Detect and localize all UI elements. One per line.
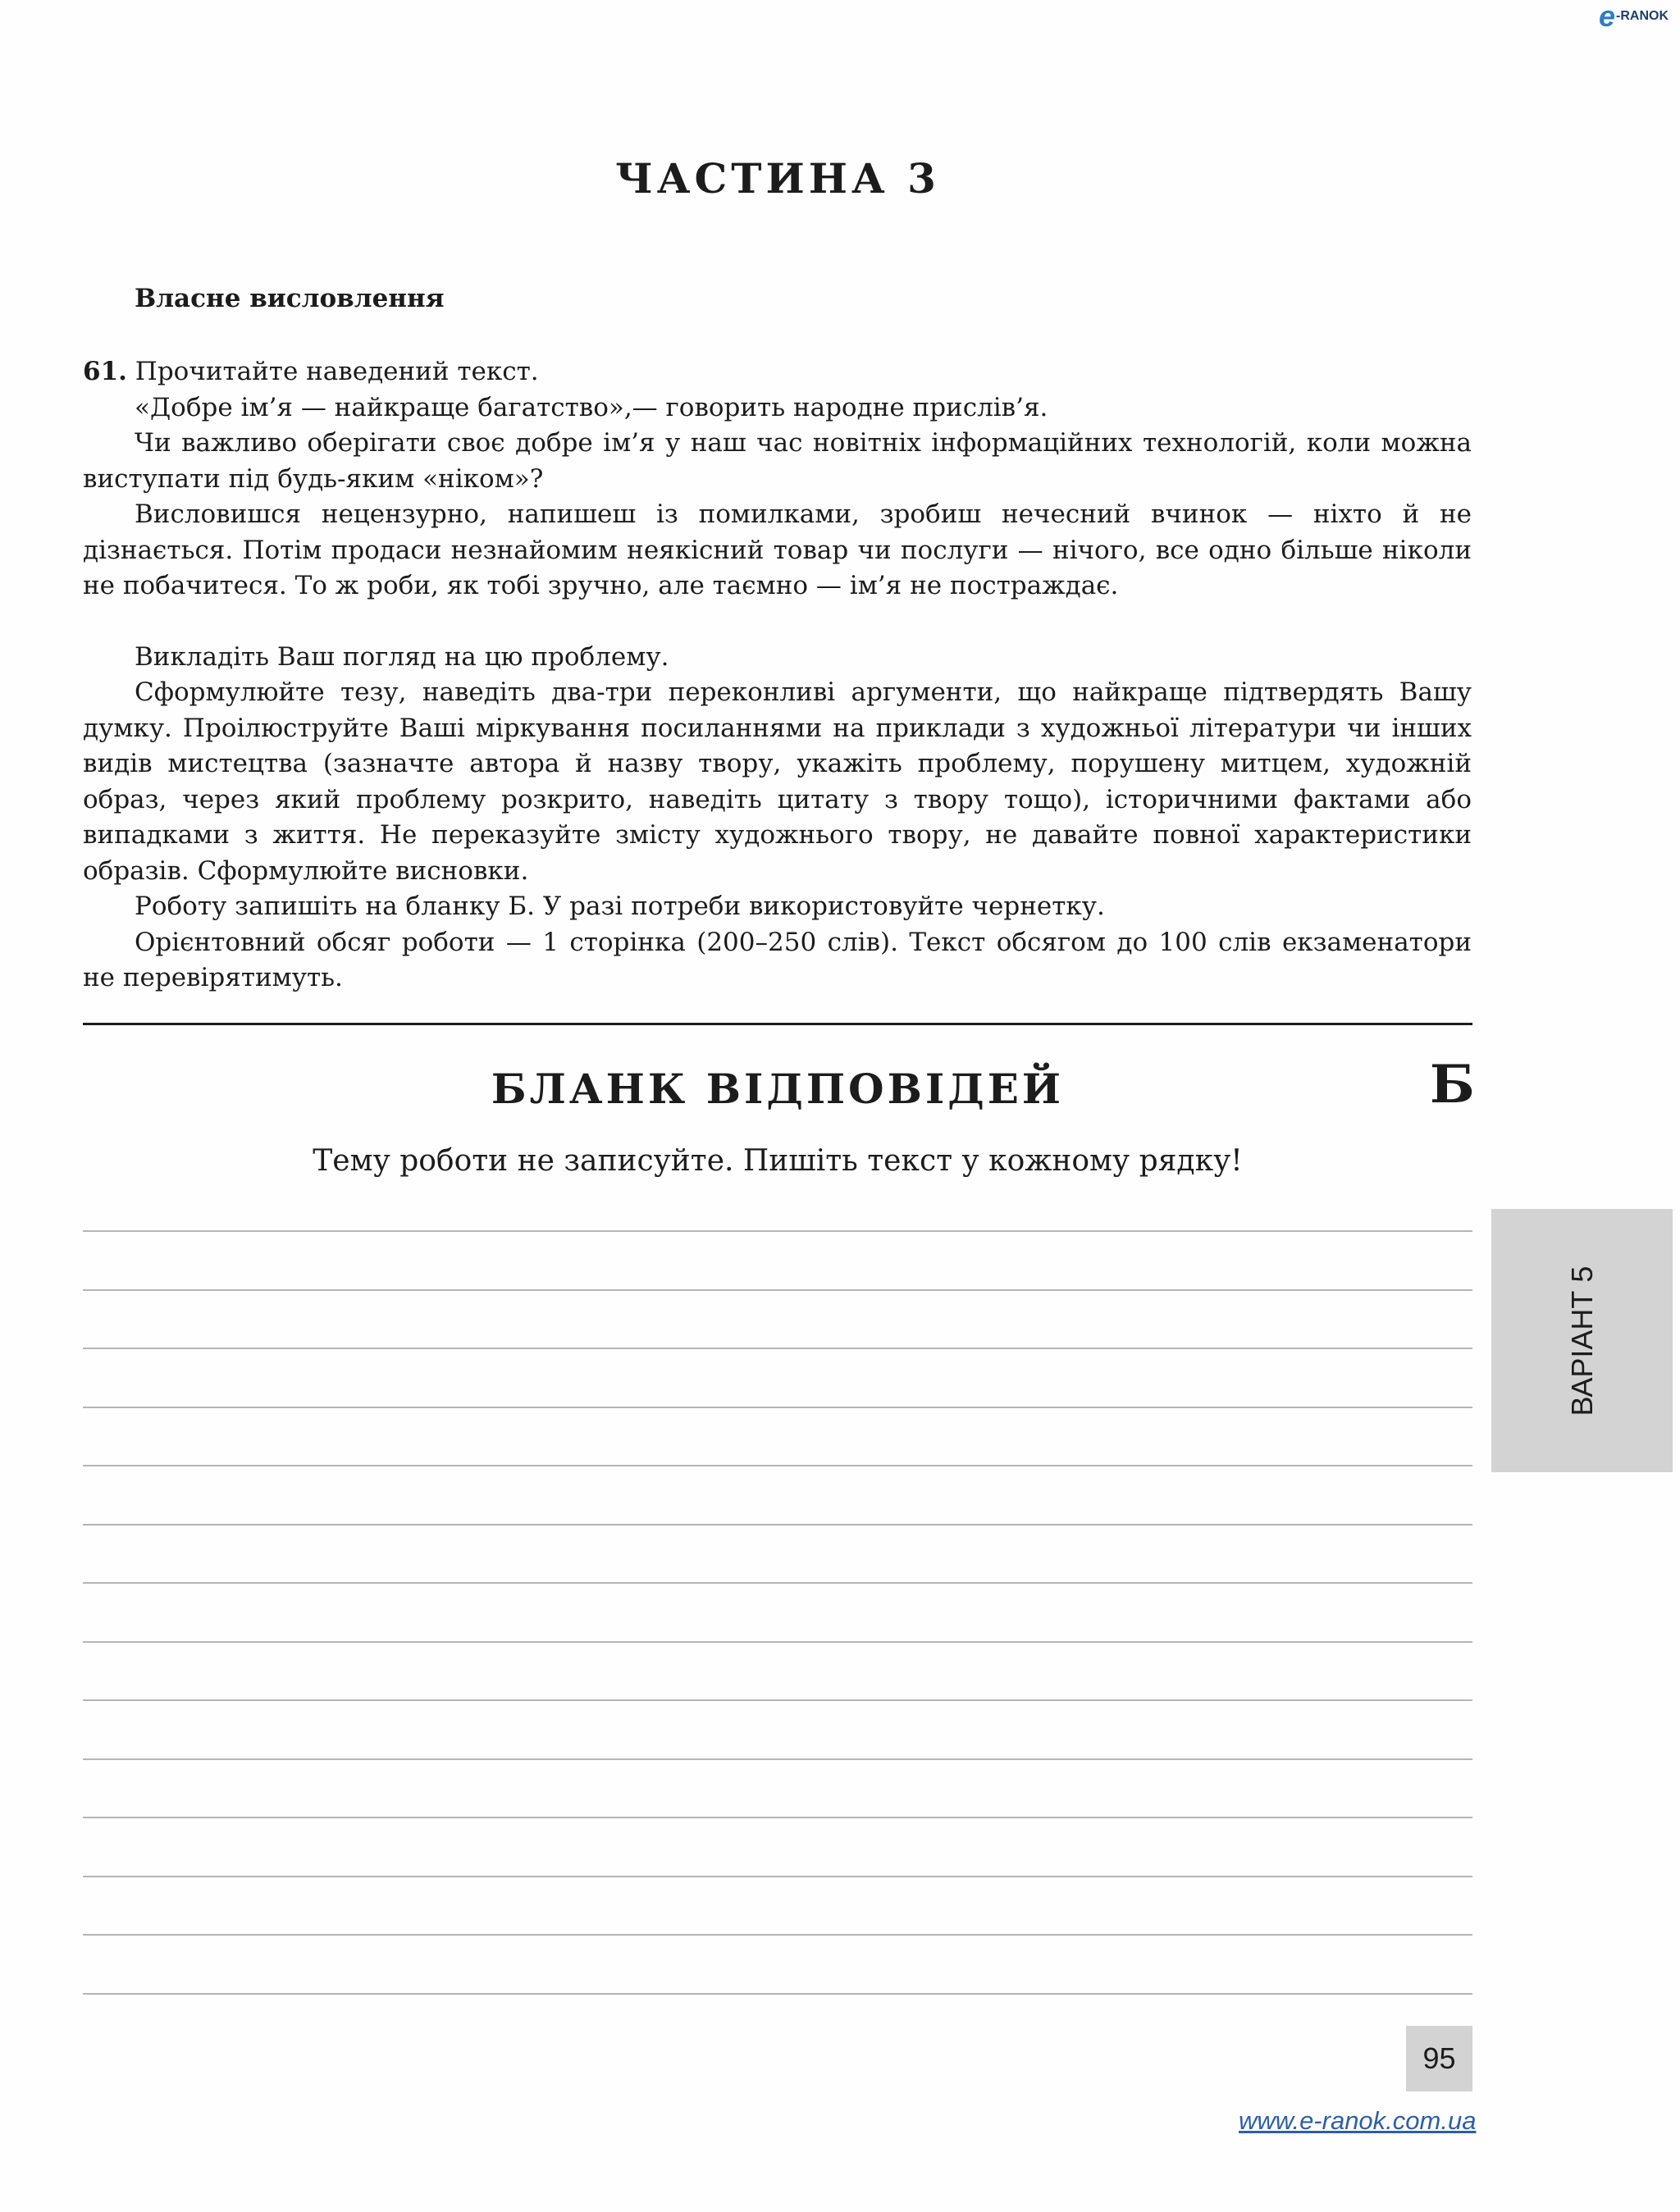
answer-form-instruction: Тему роботи не записуйте. Пишіть текст у кожному рядку! [313, 1144, 1243, 1178]
logo-text: -RANOK [1616, 9, 1669, 23]
answer-line[interactable] [83, 1407, 1472, 1464]
answer-line[interactable] [83, 1876, 1472, 1933]
logo-mark: e [1598, 0, 1615, 33]
answer-line[interactable] [83, 1348, 1472, 1405]
variant-label: ВАРІАНТ 5 [1564, 1266, 1599, 1416]
task-paragraph: «Добре ім’я — найкраще багатство»,— говорить народне прислів’я. [135, 392, 1048, 422]
answer-form-letter: Б [1430, 1054, 1475, 1115]
task-intro [83, 354, 1472, 390]
task-instruction: Роботу запишіть на бланку Б. У разі потреби використовуйте чернетку. [135, 892, 1105, 921]
answer-line[interactable] [83, 1582, 1472, 1640]
answer-line[interactable] [83, 1641, 1472, 1699]
answer-line[interactable] [83, 1465, 1472, 1522]
task-paragraph: Чи важливо оберігати своє добре ім’я у наш час новітніх інформаційних технологій, коли можна виступати під будь-яким «ніком»? [83, 428, 1472, 494]
footer-link[interactable]: www.e-ranok.com.ua [1239, 2106, 1477, 2135]
task-intro-text: Прочитайте наведений текст. [135, 357, 539, 386]
answer-line[interactable] [83, 1524, 1472, 1581]
task-number: 61. [83, 357, 127, 386]
section-title: Власне висловлення [135, 284, 445, 313]
answer-line[interactable] [83, 1699, 1472, 1757]
task-61 [83, 354, 1472, 997]
task-instruction: Сформулюйте тезу, наведіть два-три переконливі аргументи, що найкраще підтвердять Вашу думку. Проілюструйте Ваші міркування посиланнями на приклади з художньої літератури чи інших видів мистецтва (зазначте автора й назву твору, укажіть проблему, порушену митцем, художній образ, через який проблему розкрито, наведіть цитату з твору тощо), історичними фактами або випадками з життя. Не переказуйте змісту художнього твору, не давайте повної характеристики образів. Сформулюйте висновки. [83, 677, 1472, 886]
paragraph-gap [83, 604, 1472, 640]
answer-line[interactable] [83, 1758, 1472, 1816]
answer-form-title: БЛАНК ВІДПОВІДЕЙ [491, 1065, 1065, 1113]
task-paragraph: Висловишся нецензурно, напишеш із помилками, зробиш нечесний вчинок — ніхто й не дізнається. Потім продаси незнайомим неякісний товар чи послуги — нічого, все одно більше ніколи не побачитеся. То ж роби, як тобі зручно, але таємно — ім’я не постраждає. [83, 499, 1472, 600]
answer-line[interactable] [83, 1817, 1472, 1874]
answer-line[interactable] [83, 1230, 1472, 1288]
answer-lines[interactable] [83, 1230, 1472, 2051]
task-instruction: Орієнтовний обсяг роботи — 1 сторінка (200–250 слів). Текст обсягом до 100 слів екзаменатори не перевірятимуть. [83, 927, 1472, 992]
answer-line[interactable] [83, 1289, 1472, 1347]
publisher-logo [1599, 2, 1669, 31]
variant-tab [1491, 1209, 1673, 1472]
page-number: 95 [1406, 2026, 1472, 2091]
section-divider [83, 1023, 1472, 1025]
part-title: ЧАСТИНА 3 [615, 154, 940, 203]
answer-line[interactable] [83, 1993, 1472, 2050]
task-instruction: Викладіть Ваш погляд на цю проблему. [135, 641, 669, 672]
answer-line[interactable] [83, 1934, 1472, 1991]
